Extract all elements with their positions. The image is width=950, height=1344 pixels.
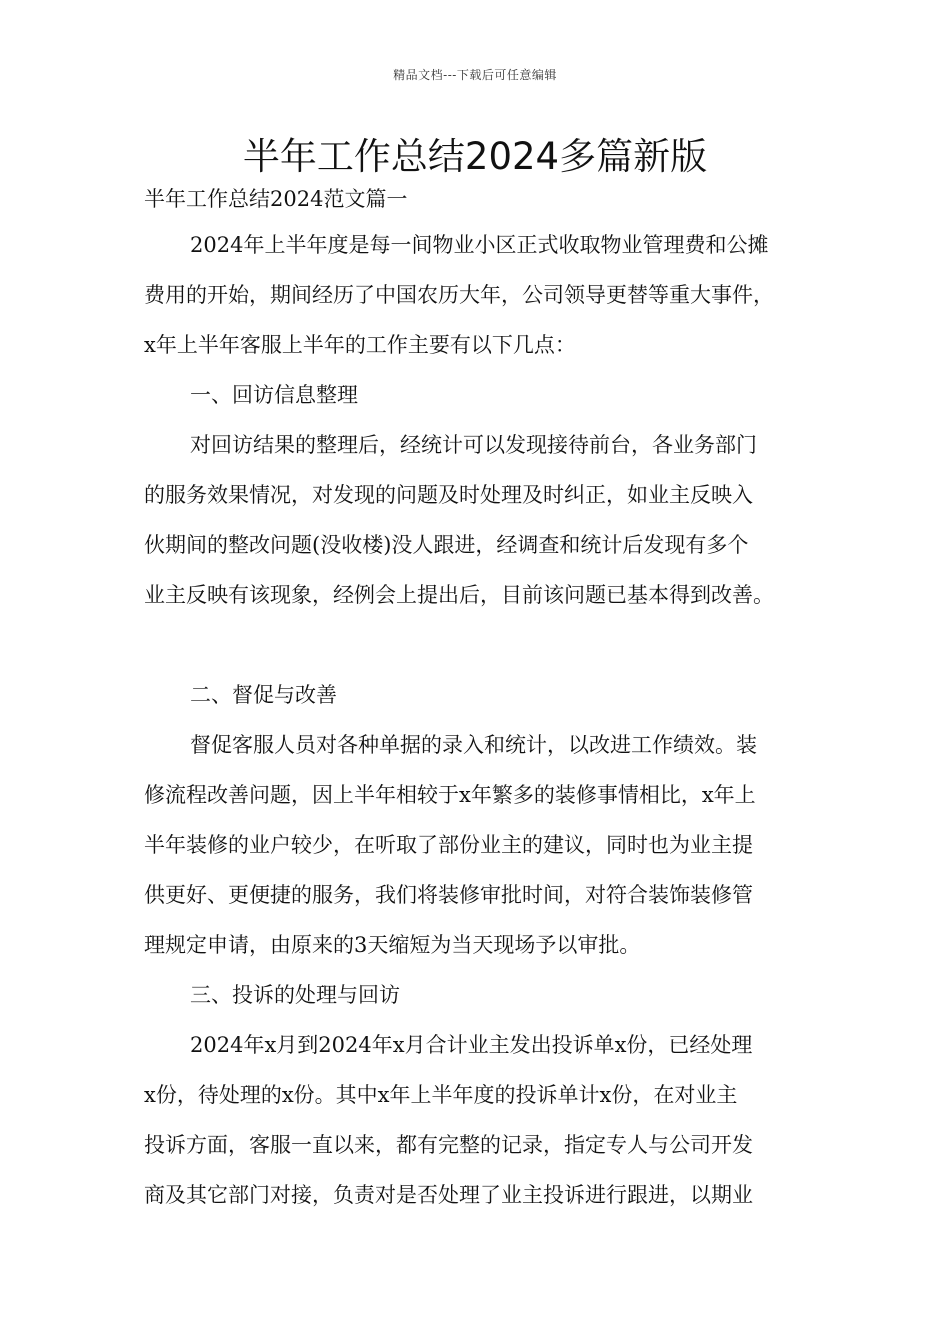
paragraph-line: 2024年x月到2024年x月合计业主发出投诉单x份，已经处理 [190,1033,753,1057]
paragraph-line: 修流程改善问题，因上半年相较于x年繁多的装修事情相比，x年上 [144,783,756,807]
paragraph-line: 半年装修的业户较少，在听取了部份业主的建议，同时也为业主提 [144,833,753,857]
paragraph-line: 费用的开始，期间经历了中国农历大年，公司领导更替等重大事件， [144,283,774,307]
document-title: 半年工作总结2024多篇新版 [242,135,708,178]
paragraph-line: 供更好、更便捷的服务，我们将装修审批时间，对符合装饰装修管 [144,883,753,907]
section-heading: 一、回访信息整理 [190,383,358,407]
paragraph-line: 2024年上半年度是每一间物业小区正式收取物业管理费和公摊 [190,233,769,257]
paragraph-spacer [144,620,824,670]
paragraph-line: 督促客服人员对各种单据的录入和统计，以改进工作绩效。装 [190,733,757,757]
paragraph-line: 投诉方面，客服一直以来，都有完整的记录，指定专人与公司开发 [144,1133,753,1157]
paragraph-line: 商及其它部门对接，负责对是否处理了业主投诉进行跟进，以期业 [144,1183,753,1207]
section-heading: 二、督促与改善 [190,683,337,707]
document-body [144,178,824,1220]
paragraph-line: 的服务效果情况，对发现的问题及时处理及时纠正，如业主反映入 [144,483,753,507]
paragraph-line: 业主反映有该现象，经例会上提出后，目前该问题已基本得到改善。 [144,583,774,607]
paragraph-line: 理规定申请，由原来的3天缩短为当天现场予以审批。 [144,933,641,957]
header-note: 精品文档---下载后可任意编辑 [393,68,557,82]
paragraph-line: x年上半年客服上半年的工作主要有以下几点： [144,333,576,357]
section-subheading: 半年工作总结2024范文篇一 [144,187,408,211]
paragraph-line: x份，待处理的x份。其中x年上半年度的投诉单计x份，在对业主 [144,1083,738,1107]
paragraph-line: 伙期间的整改问题(没收楼)没人跟进，经调查和统计后发现有多个 [144,533,749,557]
paragraph-line: 对回访结果的整理后，经统计可以发现接待前台，各业务部门 [190,433,757,457]
section-heading: 三、投诉的处理与回访 [190,983,400,1007]
